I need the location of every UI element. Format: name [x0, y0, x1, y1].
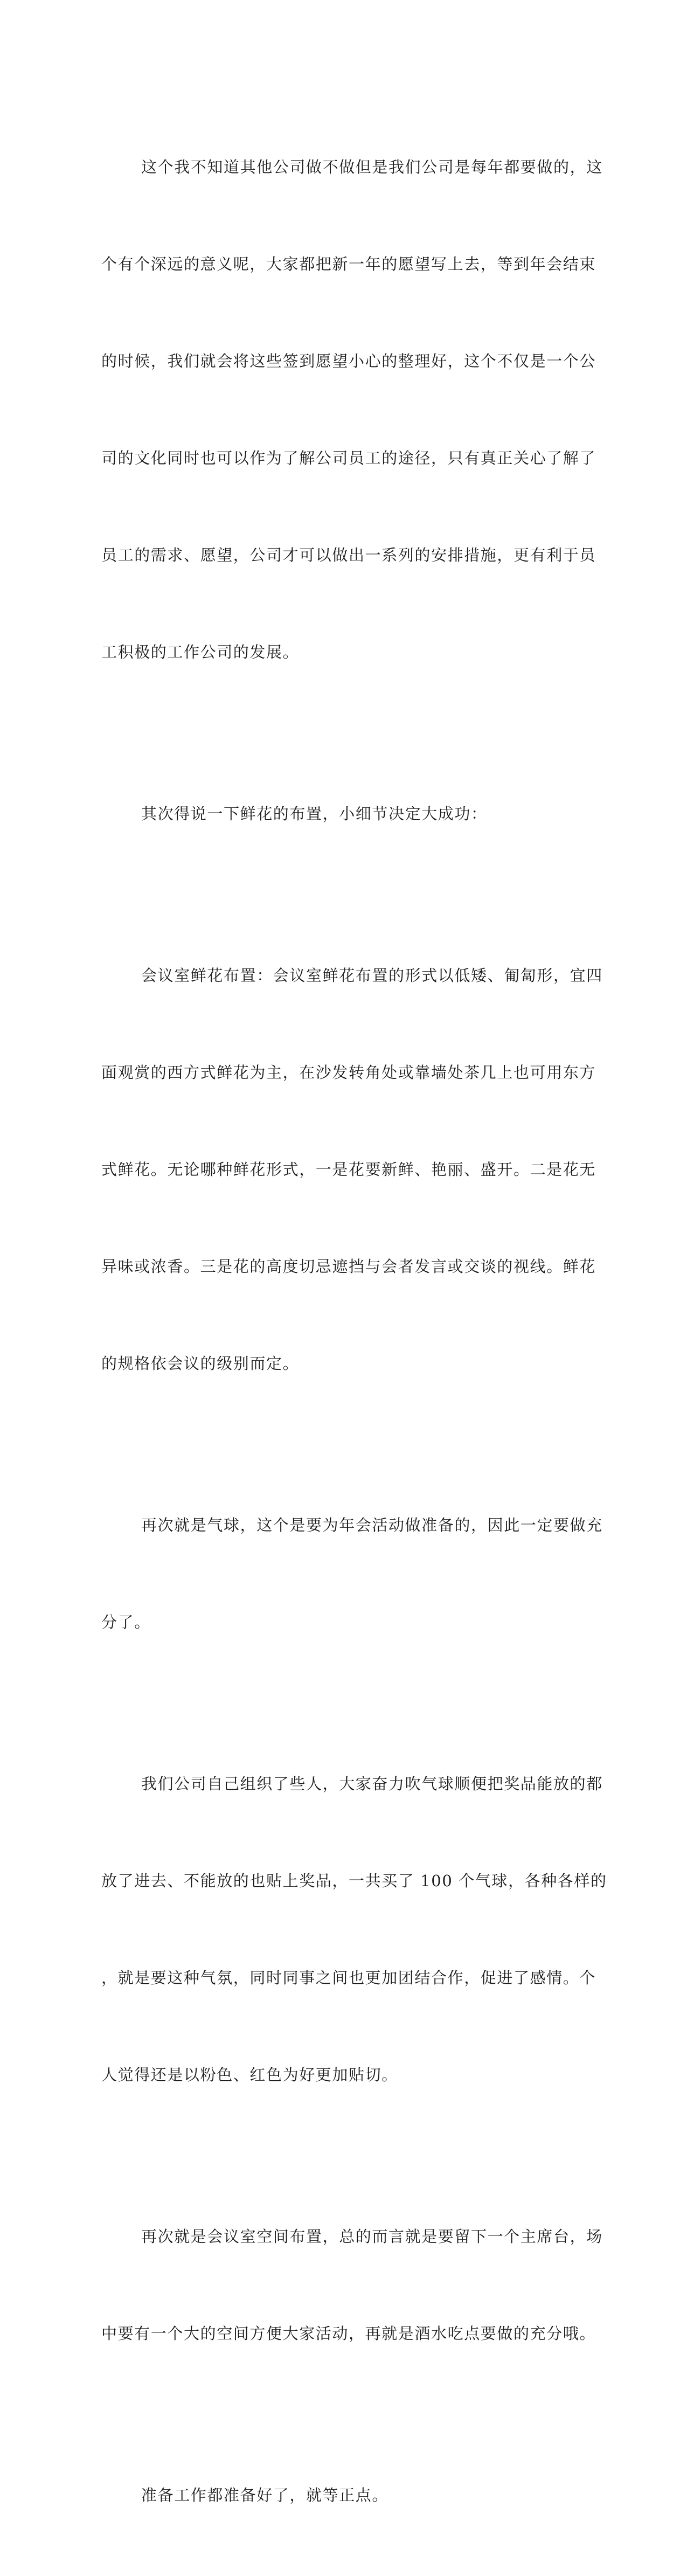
text-line: 这个我不知道其他公司做不做但是我们公司是每年都要做的，这 [141, 158, 603, 176]
paragraph-balloons [101, 1444, 603, 1703]
text-line: 员工的需求、愿望，公司才可以做出一系列的安排措施，更有利于员 [101, 546, 596, 564]
text-line: 面观赏的西方式鲜花为主，在沙发转角处或靠墙处茶几上也可用东方 [101, 1063, 596, 1082]
paragraph-ready [101, 2414, 581, 2576]
text-line: 放了进去、不能放的也贴上奖品，一共买了 100 个气球，各种各样的 [101, 1872, 607, 1890]
text-line: 再次就是会议室空间布置，总的而言就是要留下一个主席台，场 [141, 2227, 603, 2246]
text-line: 人觉得还是以粉色、红色为好更加贴切。 [101, 2066, 398, 2084]
paragraph-annual-wish [101, 86, 603, 733]
text-line: 的时候，我们就会将这些签到愿望小心的整理好，这个不仅是一个公 [101, 352, 596, 370]
paragraph-room-layout [101, 2156, 603, 2414]
paragraph-meeting-room-flowers [101, 895, 603, 1444]
paragraph-flowers-intro [101, 733, 581, 895]
text-line: 我们公司自己组织了些人，大家奋力吹气球顺便把奖品能放的都 [141, 1775, 603, 1793]
text-line: 其次得说一下鲜花的布置，小细节决定大成功： [141, 805, 488, 823]
document-body [101, 86, 607, 2576]
text-line: 再次就是气球，这个是要为年会活动做准备的，因此一定要做充 [141, 1516, 603, 1534]
text-line: 司的文化同时也可以作为了解公司员工的途径，只有真正关心了解了 [101, 449, 596, 467]
text-line: 式鲜花。无论哪种鲜花形式，一是花要新鲜、艳丽、盛开。二是花无 [101, 1160, 596, 1179]
text-line: 异味或浓香。三是花的高度切忌遮挡与会者发言或交谈的视线。鲜花 [101, 1257, 596, 1276]
paragraph-balloon-activity [101, 1703, 607, 2156]
text-line: 准备工作都准备好了，就等正点。 [141, 2486, 389, 2504]
text-line: 中要有一个大的空间方便大家活动，再就是酒水吃点要做的充分哦。 [101, 2324, 596, 2343]
text-line: ，就是要这种气氛，同时同事之间也更加团结合作，促进了感情。个 [101, 1969, 596, 1987]
text-line: 个有个深远的意义呢，大家都把新一年的愿望写上去，等到年会结束 [101, 255, 596, 273]
text-line: 分了。 [101, 1613, 151, 1631]
text-line: 会议室鲜花布置：会议室鲜花布置的形式以低矮、匍匐形，宜四 [141, 966, 603, 985]
text-line: 工积极的工作公司的发展。 [101, 643, 300, 661]
text-line: 的规格依会议的级别而定。 [101, 1354, 300, 1373]
